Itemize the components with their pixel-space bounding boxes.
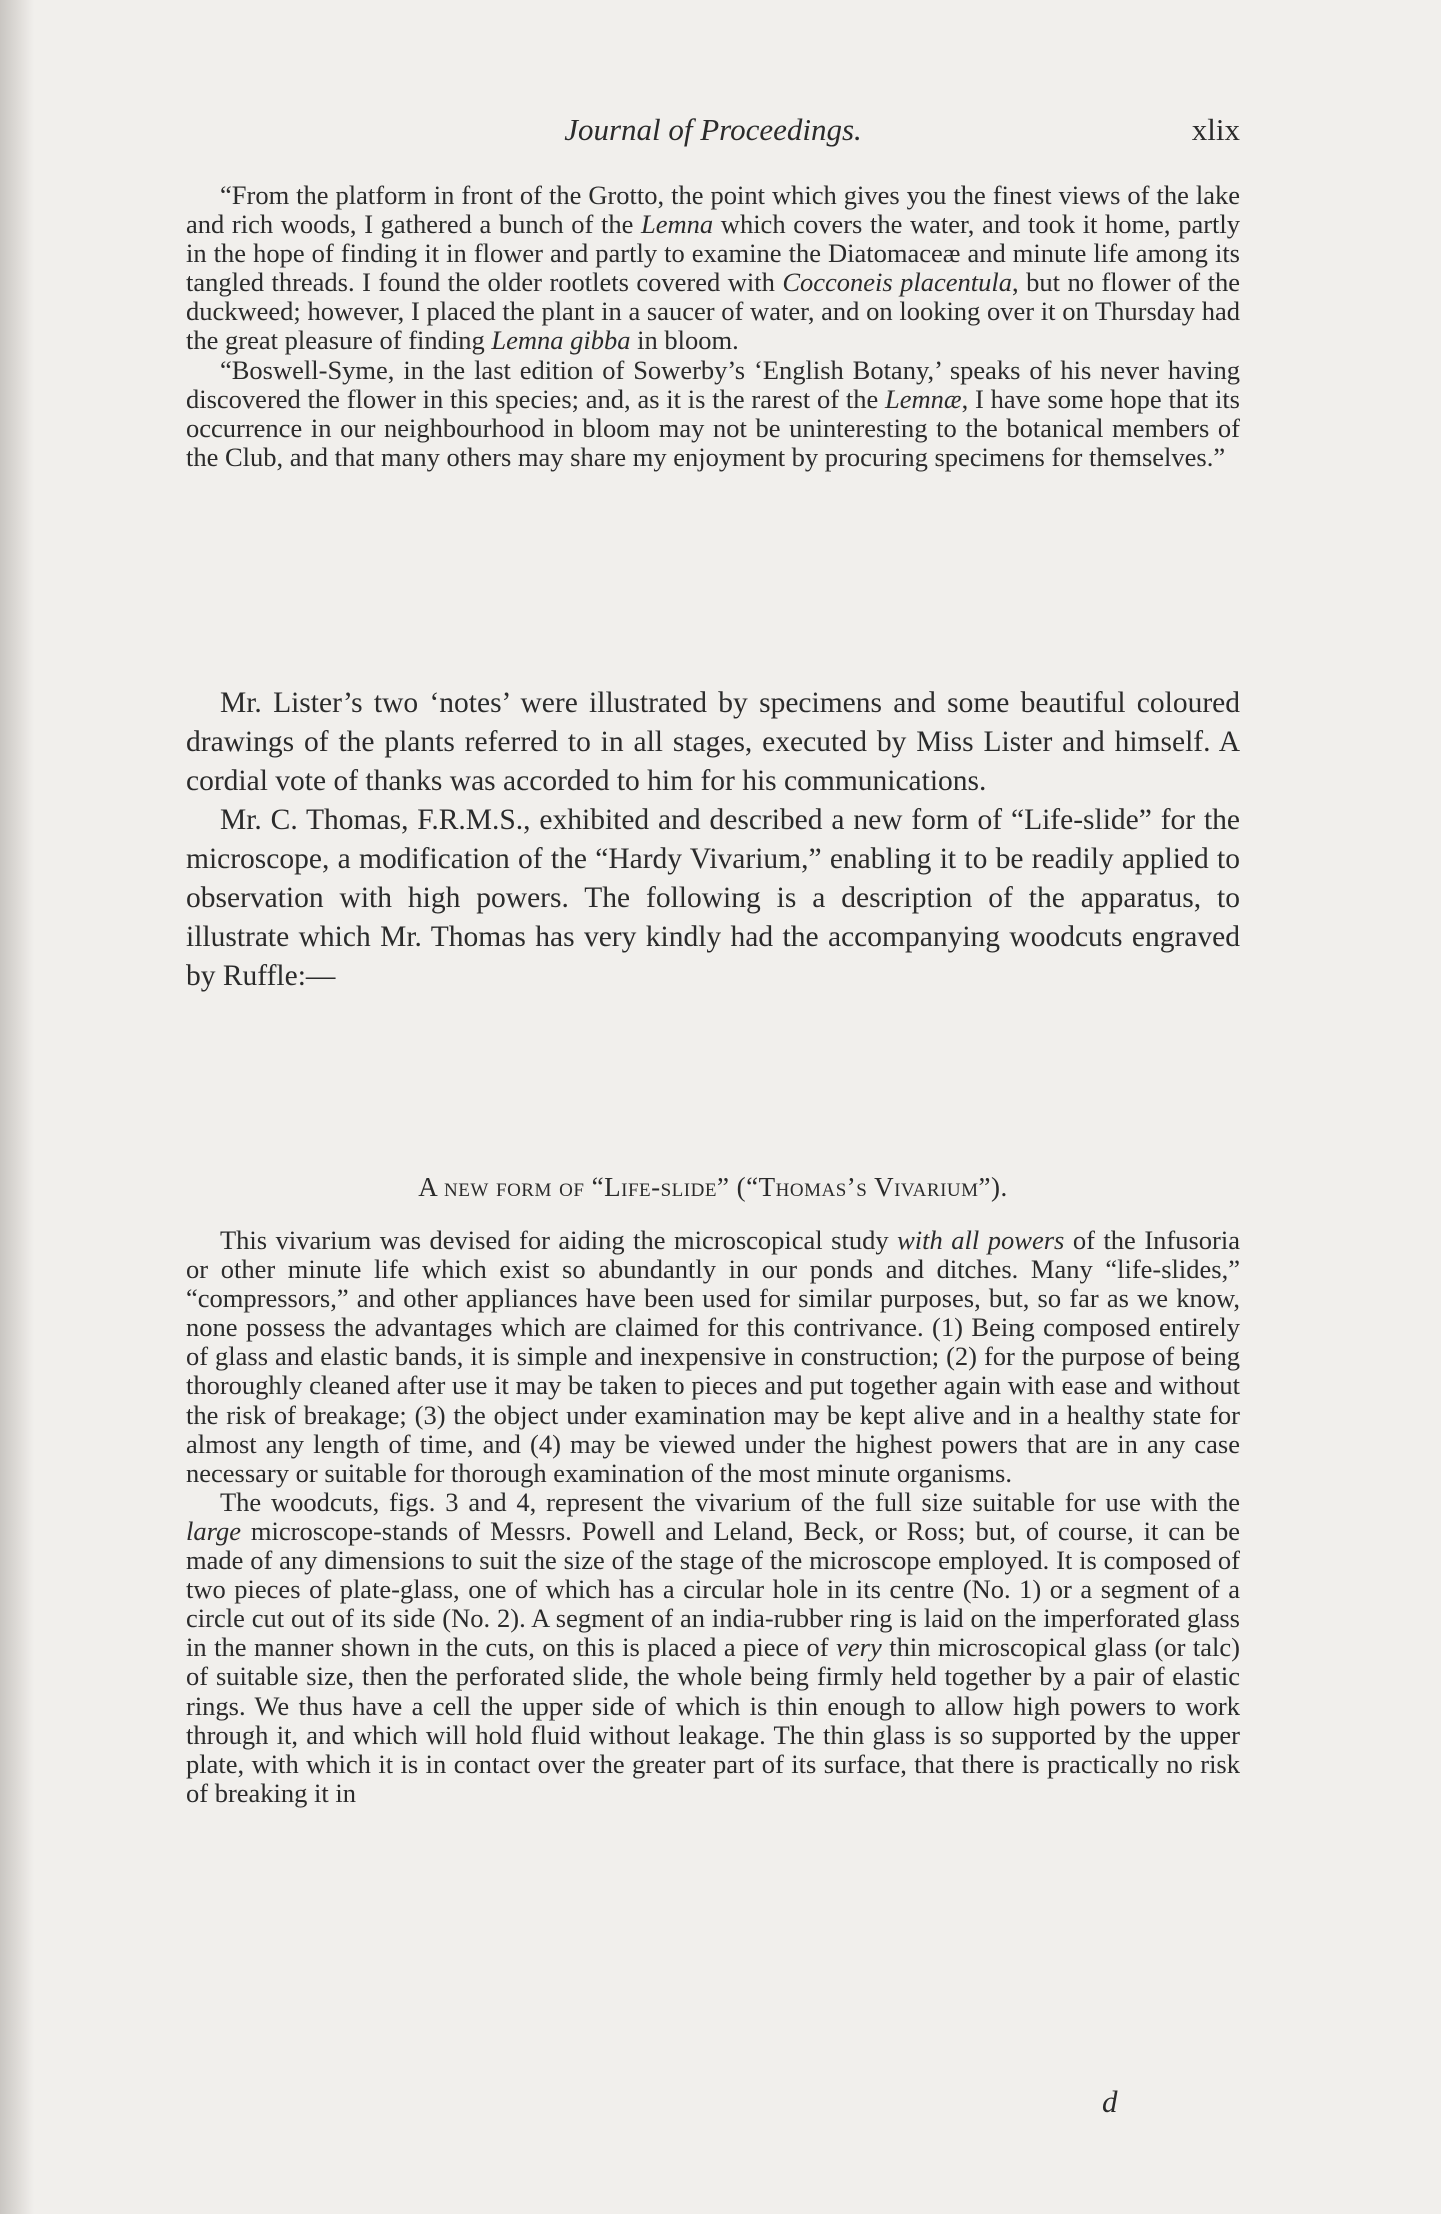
- text-run: , I have some hope that its occurrence in our neighbourhood in bloom may not be uninteresting to the botanical members of the Club, and that many others may share my enjoyment by procuring specimens for themselves.”: [186, 383, 1240, 472]
- italic-text: very: [836, 1632, 882, 1663]
- italic-text: with all powers: [897, 1225, 1065, 1255]
- signature-mark: d: [1102, 2084, 1118, 2119]
- italic-text: Lemna: [641, 209, 714, 240]
- text-run: Mr. Lister’s two ‘notes’ were illustrated by specimens and some beautiful coloured drawings of the plants referred to in all stages, executed by Miss Lister and himself. A cordial vote of thanks was accorded to him for his communications.: [186, 687, 1240, 797]
- body-paragraph: [186, 1226, 1240, 1488]
- running-title: Journal of Proceedings.: [564, 112, 862, 147]
- vivarium-description: [186, 1226, 1240, 1808]
- quote-paragraph: [186, 356, 1240, 472]
- body-paragraph: [186, 1488, 1240, 1808]
- quoted-notes: [186, 181, 1240, 472]
- text-run: thin microscopical glass (or talc) of suitable size, then the perforated slide, the whole being firmly held together by a pair of elastic rings. We thus have a cell the upper side of which is thin enough to allow high powers to work through it, and which will hold fluid without leakage. The thin glass is so supported by the upper plate, with which it is in contact over the greater part of its surface, that there is practically no risk of breaking it in: [186, 1632, 1241, 1808]
- text-run: in bloom.: [630, 325, 739, 356]
- minutes-paragraph: [186, 684, 1240, 801]
- text-run: This vivarium was devised for aiding the microscopical study: [220, 1225, 898, 1255]
- text-run: Mr. C. Thomas, F.R.M.S., exhibited and described a new form of “Life-slide” for the microscope, a modification of the “Hardy Vivarium,” enabling it to be readily applied to observation with high powers. The following is a description of the apparatus, to illustrate which Mr. Thomas has very kindly had the accompanying woodcuts engraved by Ruffle:—: [186, 804, 1240, 992]
- page-header: [186, 112, 1240, 160]
- italic-text: Lemna gibba: [491, 325, 631, 356]
- minutes-section: [186, 684, 1240, 996]
- section-heading: A new form of “Life-slide” (“Thomas’s Vivarium”).: [418, 1172, 1008, 1202]
- page-number: xlix: [1191, 112, 1240, 147]
- minutes-paragraph: [186, 801, 1240, 996]
- quote-paragraph: [186, 181, 1240, 356]
- text-run: which covers the water, and took it home, partly in the hope of finding it in flower and partly to examine the Diatomaceæ and minute life among its tangled threads. I found the older rootlets covered with: [186, 209, 1241, 298]
- text-run: of the Infusoria or other minute life which exist so abundantly in our ponds and ditches. Many “life-slides,” “compressors,” and other appliances have been used for similar purposes, but, so far as we know, none possess the advantages which are claimed for this contrivance. (1) Being composed entirely of glass and elastic bands, it is simple and inexpensive in construction; (2) for the purpose of being thoroughly cleaned after use it may be taken to pieces and put together again with ease and without the risk of breakage; (3) the object under examination may be kept alive and in a healthy state for almost any length of time, and (4) may be viewed under the highest powers that are in any case necessary or suitable for thorough examination of the most minute organisms.: [186, 1225, 1240, 1488]
- text-run: microscope-stands of Messrs. Powell and Leland, Beck, or Ross; but, of course, it can be made of any dimensions to suit the size of the stage of the microscope employed. It is composed of two pieces of plate-glass, one of which has a circular hole in its centre (No. 1) or a segment of a circle cut out of its side (No. 2). A segment of an india-rubber ring is laid on the imperforated glass in the manner shown in the cuts, on this is placed a piece of: [186, 1515, 1240, 1663]
- italic-text: Cocconeis placentula: [782, 267, 1013, 298]
- text-run: The woodcuts, figs. 3 and 4, represent the vivarium of the full size suitable for use with the: [220, 1486, 1240, 1517]
- text-run: “Boswell-Syme, in the last edition of Sowerby’s ‘English Botany,’ speaks of his never having discovered the flower in this species; and, as it is the rarest of the: [186, 354, 1240, 414]
- italic-text: Lemnæ: [885, 383, 962, 414]
- text-run: “From the platform in front of the Grotto, the point which gives you the finest views of the lake and rich woods, I gathered a bunch of the: [186, 180, 1240, 240]
- italic-text: large: [186, 1515, 241, 1546]
- text-run: , but no flower of the duckweed; however, I placed the plant in a saucer of water, and on looking over it on Thursday had the great pleasure of finding: [186, 267, 1240, 356]
